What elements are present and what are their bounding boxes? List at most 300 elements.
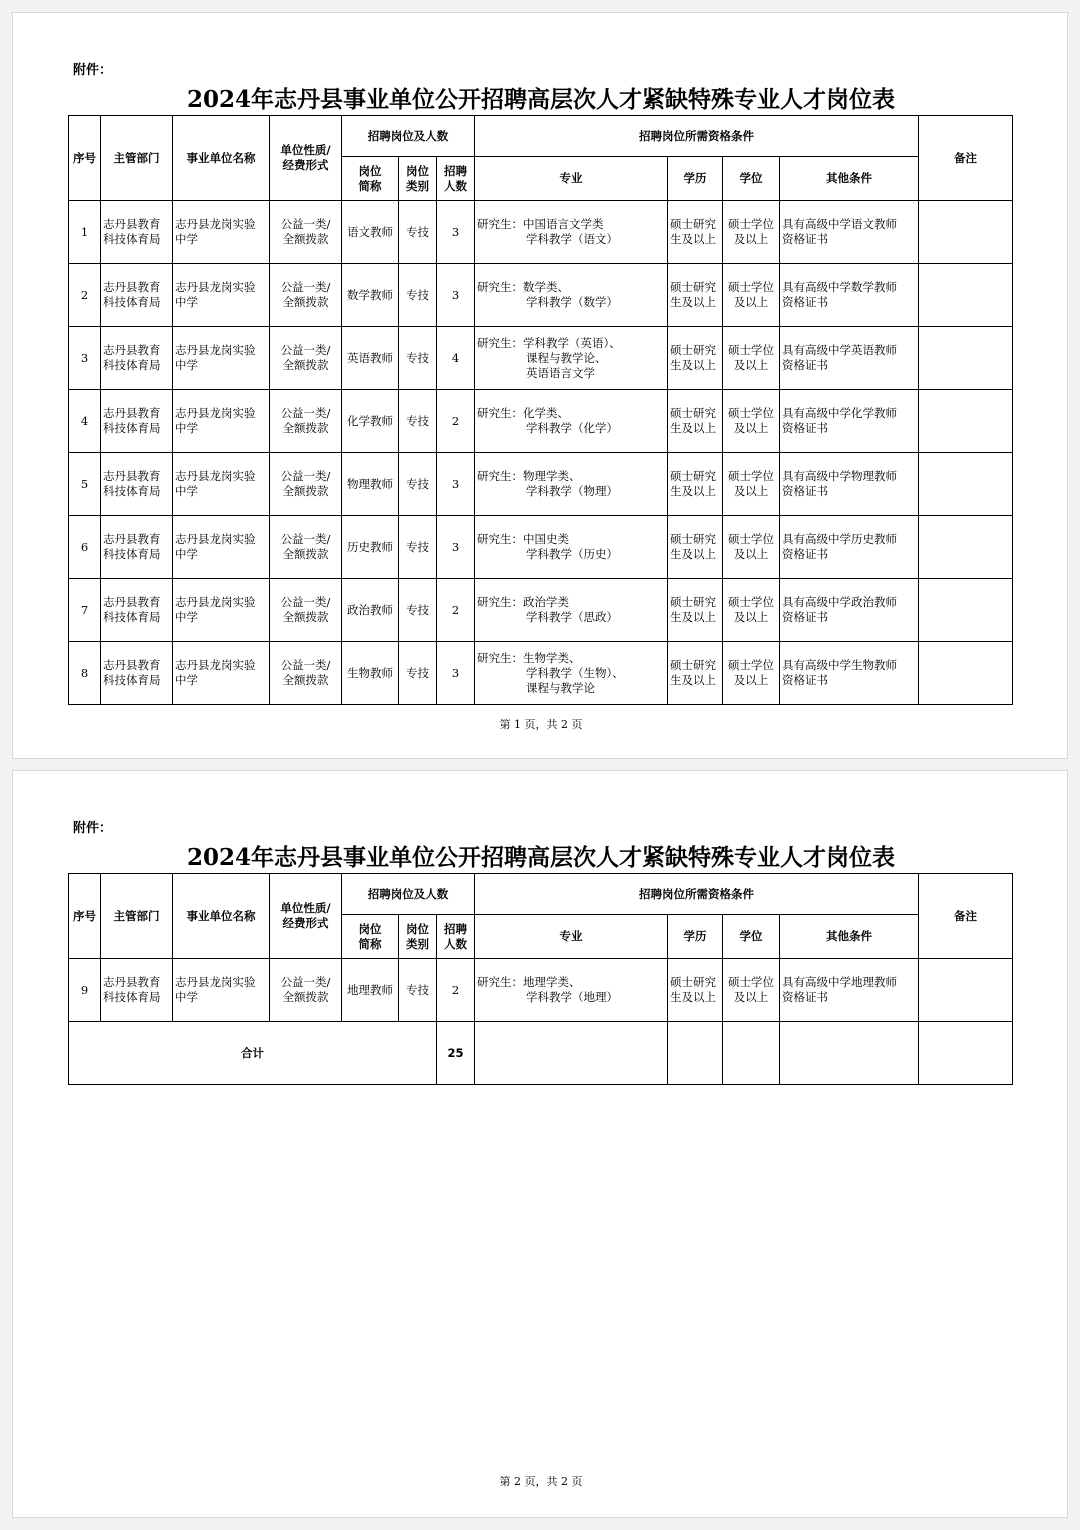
col-group-positions: 招聘岗位及人数 xyxy=(342,874,475,915)
cell-nature-line1: 公益一类/ xyxy=(280,217,331,231)
cell-other-line1: 具有高级中学英语教师 xyxy=(782,343,897,357)
cell-unit-line2: 中学 xyxy=(175,673,198,687)
cell-seq: 1 xyxy=(69,201,101,264)
cell-other-line1: 具有高级中学化学教师 xyxy=(782,406,897,420)
col-header-dept: 主管部门 xyxy=(101,874,173,959)
cell-major-line1: 研究生：中国史类 xyxy=(477,532,569,546)
cell-other xyxy=(780,453,919,516)
cell-major-line1: 研究生：地理学类、 xyxy=(477,975,581,989)
cell-education-line1: 硕士研究 xyxy=(670,217,716,231)
cell-seq: 9 xyxy=(69,959,101,1022)
cell-unit-line1: 志丹县龙岗实验 xyxy=(175,217,256,231)
cell-major xyxy=(475,264,668,327)
cell-unit-line2: 中学 xyxy=(175,358,198,372)
cell-degree xyxy=(723,264,780,327)
cell-other xyxy=(780,327,919,390)
cell-degree-line1: 硕士学位 xyxy=(728,343,774,357)
col-header-count xyxy=(437,915,475,959)
cell-other-line1: 具有高级中学物理教师 xyxy=(782,469,897,483)
cell-dept xyxy=(101,390,173,453)
cell-pos-type: 专技 xyxy=(399,642,437,705)
cell-education-line2: 生及以上 xyxy=(670,673,716,687)
col-group-qualifications: 招聘岗位所需资格条件 xyxy=(475,874,919,915)
cell-major-line2: 学科教学（历史） xyxy=(526,547,618,561)
col-header-pos-type-line2: 类别 xyxy=(406,178,429,193)
cell-nature-line2: 全额拨款 xyxy=(282,547,329,561)
total-value: 25 xyxy=(437,1022,475,1085)
page-footer: 第 1 页，共 2 页 xyxy=(499,718,583,731)
cell-unit xyxy=(173,453,270,516)
cell-major-line2: 学科教学（地理） xyxy=(526,990,618,1004)
col-header-remark: 备注 xyxy=(919,116,1013,201)
cell-major-line2: 课程与教学论、 xyxy=(526,350,607,365)
col-header-pos-type xyxy=(399,915,437,959)
cell-other xyxy=(780,264,919,327)
cell-pos-type: 专技 xyxy=(399,264,437,327)
cell-dept-line1: 志丹县教育 xyxy=(103,532,161,546)
col-header-pos-name xyxy=(342,157,399,201)
cell-nature-line1: 公益一类/ xyxy=(280,532,331,546)
cell-other-line2: 资格证书 xyxy=(782,610,828,624)
cell-major-line2: 学科教学（生物）、 xyxy=(526,665,624,680)
cell-unit-line2: 中学 xyxy=(175,295,198,309)
cell-pos-name: 数学教师 xyxy=(342,264,399,327)
cell-count: 3 xyxy=(437,516,475,579)
table-row xyxy=(69,959,1013,1022)
cell-degree xyxy=(723,516,780,579)
cell-dept-line2: 科技体育局 xyxy=(103,990,161,1004)
col-header-other: 其他条件 xyxy=(780,157,919,201)
cell-count: 3 xyxy=(437,642,475,705)
table-row xyxy=(69,201,1013,264)
cell-nature-line1: 公益一类/ xyxy=(280,469,331,483)
total-empty-other xyxy=(780,1022,919,1085)
cell-education xyxy=(668,453,723,516)
cell-dept xyxy=(101,516,173,579)
cell-degree-line2: 及以上 xyxy=(733,547,769,561)
cell-dept xyxy=(101,642,173,705)
cell-nature xyxy=(270,453,342,516)
cell-unit-line1: 志丹县龙岗实验 xyxy=(175,469,256,483)
cell-other-line2: 资格证书 xyxy=(782,990,828,1004)
cell-degree-line1: 硕士学位 xyxy=(728,469,774,483)
cell-degree xyxy=(723,390,780,453)
cell-nature-line2: 全额拨款 xyxy=(282,990,329,1004)
header-row-1 xyxy=(69,116,1013,157)
cell-degree xyxy=(723,453,780,516)
cell-remark xyxy=(919,959,1013,1022)
cell-seq: 7 xyxy=(69,579,101,642)
cell-pos-type: 专技 xyxy=(399,579,437,642)
cell-education-line1: 硕士研究 xyxy=(670,658,716,672)
col-header-pos-type xyxy=(399,157,437,201)
col-header-seq: 序号 xyxy=(69,116,101,201)
cell-seq: 8 xyxy=(69,642,101,705)
cell-degree-line2: 及以上 xyxy=(733,295,769,309)
col-header-nature-line2: 经费形式 xyxy=(282,158,329,172)
cell-dept-line1: 志丹县教育 xyxy=(103,658,161,672)
cell-major-line1: 研究生：化学类、 xyxy=(477,406,569,420)
cell-nature xyxy=(270,264,342,327)
cell-major-line1: 研究生：中国语言文学类 xyxy=(477,217,604,231)
cell-nature-line1: 公益一类/ xyxy=(280,975,331,989)
cell-count: 4 xyxy=(437,327,475,390)
cell-degree xyxy=(723,327,780,390)
cell-other-line1: 具有高级中学历史教师 xyxy=(782,532,897,546)
cell-major xyxy=(475,327,668,390)
cell-unit xyxy=(173,264,270,327)
cell-education-line1: 硕士研究 xyxy=(670,280,716,294)
col-header-nature xyxy=(270,874,342,959)
total-label: 合计 xyxy=(69,1022,437,1085)
cell-count: 2 xyxy=(437,390,475,453)
cell-other-line2: 资格证书 xyxy=(782,484,828,498)
cell-other xyxy=(780,642,919,705)
cell-dept xyxy=(101,959,173,1022)
cell-pos-name: 化学教师 xyxy=(342,390,399,453)
document-page-1 xyxy=(12,12,1068,759)
cell-nature xyxy=(270,201,342,264)
cell-unit-line1: 志丹县龙岗实验 xyxy=(175,280,256,294)
cell-unit-line2: 中学 xyxy=(175,232,198,246)
col-group-positions: 招聘岗位及人数 xyxy=(342,116,475,157)
cell-degree-line2: 及以上 xyxy=(733,358,769,372)
cell-nature xyxy=(270,642,342,705)
cell-major-line2: 学科教学（语文） xyxy=(526,232,618,246)
total-empty-major xyxy=(475,1022,668,1085)
cell-education xyxy=(668,201,723,264)
col-header-count-line1: 招聘 xyxy=(444,163,467,178)
cell-education-line1: 硕士研究 xyxy=(670,532,716,546)
cell-unit-line1: 志丹县龙岗实验 xyxy=(175,658,256,672)
cell-count: 3 xyxy=(437,453,475,516)
cell-pos-name: 语文教师 xyxy=(342,201,399,264)
col-group-qualifications: 招聘岗位所需资格条件 xyxy=(475,116,919,157)
cell-nature-line1: 公益一类/ xyxy=(280,595,331,609)
cell-education xyxy=(668,516,723,579)
cell-education-line2: 生及以上 xyxy=(670,295,716,309)
cell-degree-line1: 硕士学位 xyxy=(728,595,774,609)
col-header-remark: 备注 xyxy=(919,874,1013,959)
cell-education-line2: 生及以上 xyxy=(670,990,716,1004)
cell-education xyxy=(668,264,723,327)
cell-degree-line1: 硕士学位 xyxy=(728,406,774,420)
cell-unit-line2: 中学 xyxy=(175,484,198,498)
col-header-other: 其他条件 xyxy=(780,915,919,959)
cell-nature-line1: 公益一类/ xyxy=(280,343,331,357)
cell-remark xyxy=(919,642,1013,705)
attachment-label: 附件： xyxy=(73,821,113,836)
col-header-count-line2: 人数 xyxy=(444,936,467,951)
cell-nature-line2: 全额拨款 xyxy=(282,421,329,435)
cell-degree-line1: 硕士学位 xyxy=(728,975,774,989)
cell-dept-line1: 志丹县教育 xyxy=(103,595,161,609)
cell-major-line2: 学科教学（化学） xyxy=(526,421,618,435)
cell-education-line1: 硕士研究 xyxy=(670,469,716,483)
cell-unit-line2: 中学 xyxy=(175,547,198,561)
cell-other-line1: 具有高级中学语文教师 xyxy=(782,217,897,231)
cell-nature-line1: 公益一类/ xyxy=(280,658,331,672)
cell-dept xyxy=(101,201,173,264)
col-header-dept: 主管部门 xyxy=(101,116,173,201)
cell-education xyxy=(668,390,723,453)
cell-other-line2: 资格证书 xyxy=(782,421,828,435)
cell-pos-type: 专技 xyxy=(399,516,437,579)
col-header-unit: 事业单位名称 xyxy=(173,116,270,201)
cell-remark xyxy=(919,579,1013,642)
cell-seq: 2 xyxy=(69,264,101,327)
cell-other xyxy=(780,201,919,264)
cell-dept-line1: 志丹县教育 xyxy=(103,280,161,294)
cell-dept-line2: 科技体育局 xyxy=(103,484,161,498)
document-page-2 xyxy=(12,770,1068,1518)
col-header-pos-name-line1: 岗位 xyxy=(358,921,382,936)
col-header-pos-type-line1: 岗位 xyxy=(406,163,429,178)
cell-other xyxy=(780,516,919,579)
cell-seq: 6 xyxy=(69,516,101,579)
cell-degree-line2: 及以上 xyxy=(733,232,769,246)
cell-other xyxy=(780,959,919,1022)
cell-unit xyxy=(173,579,270,642)
cell-education-line2: 生及以上 xyxy=(670,232,716,246)
cell-unit-line1: 志丹县龙岗实验 xyxy=(175,343,256,357)
cell-remark xyxy=(919,453,1013,516)
cell-major-line2: 学科教学（物理） xyxy=(526,484,618,498)
cell-nature-line2: 全额拨款 xyxy=(282,295,329,309)
cell-nature-line2: 全额拨款 xyxy=(282,673,329,687)
cell-unit xyxy=(173,959,270,1022)
col-header-pos-type-line1: 岗位 xyxy=(406,921,429,936)
cell-nature-line2: 全额拨款 xyxy=(282,484,329,498)
cell-remark xyxy=(919,264,1013,327)
cell-unit-line1: 志丹县龙岗实验 xyxy=(175,975,256,989)
cell-dept-line2: 科技体育局 xyxy=(103,610,161,624)
col-header-nature-line1: 单位性质/ xyxy=(280,901,331,915)
col-header-count-line2: 人数 xyxy=(444,178,467,193)
cell-dept-line2: 科技体育局 xyxy=(103,421,161,435)
cell-nature-line1: 公益一类/ xyxy=(280,280,331,294)
cell-unit-line2: 中学 xyxy=(175,990,198,1004)
cell-count: 2 xyxy=(437,579,475,642)
cell-nature-line2: 全额拨款 xyxy=(282,232,329,246)
cell-unit xyxy=(173,327,270,390)
cell-other xyxy=(780,579,919,642)
cell-remark xyxy=(919,390,1013,453)
cell-other-line2: 资格证书 xyxy=(782,295,828,309)
cell-other-line1: 具有高级中学数学教师 xyxy=(782,280,897,294)
cell-degree-line2: 及以上 xyxy=(733,990,769,1004)
col-header-seq: 序号 xyxy=(69,874,101,959)
cell-major-line3: 课程与教学论 xyxy=(526,680,595,695)
cell-education xyxy=(668,579,723,642)
cell-education-line2: 生及以上 xyxy=(670,610,716,624)
cell-dept-line1: 志丹县教育 xyxy=(103,469,161,483)
positions-table xyxy=(68,873,1013,1085)
attachment-label: 附件： xyxy=(73,63,113,78)
cell-degree xyxy=(723,579,780,642)
cell-pos-name: 历史教师 xyxy=(342,516,399,579)
cell-seq: 5 xyxy=(69,453,101,516)
cell-dept-line2: 科技体育局 xyxy=(103,547,161,561)
col-header-degree: 学位 xyxy=(723,915,780,959)
cell-other-line2: 资格证书 xyxy=(782,232,828,246)
document-title: 2024年志丹县事业单位公开招聘高层次人才紧缺特殊专业人才岗位表 xyxy=(186,86,895,113)
cell-major xyxy=(475,959,668,1022)
cell-pos-name: 地理教师 xyxy=(342,959,399,1022)
cell-degree-line2: 及以上 xyxy=(733,421,769,435)
cell-major xyxy=(475,516,668,579)
positions-table xyxy=(68,115,1013,705)
table-row xyxy=(69,579,1013,642)
cell-major-line2: 学科教学（思政） xyxy=(526,610,618,624)
cell-pos-type: 专技 xyxy=(399,201,437,264)
cell-other-line2: 资格证书 xyxy=(782,547,828,561)
cell-remark xyxy=(919,516,1013,579)
col-header-pos-name xyxy=(342,915,399,959)
col-header-pos-name-line2: 简称 xyxy=(358,178,382,193)
cell-pos-type: 专技 xyxy=(399,390,437,453)
cell-education xyxy=(668,327,723,390)
cell-degree xyxy=(723,201,780,264)
cell-major-line1: 研究生：政治学类 xyxy=(477,595,569,609)
cell-education-line2: 生及以上 xyxy=(670,547,716,561)
cell-unit-line1: 志丹县龙岗实验 xyxy=(175,595,256,609)
col-header-pos-name-line1: 岗位 xyxy=(358,163,382,178)
cell-degree-line1: 硕士学位 xyxy=(728,658,774,672)
total-empty-degree xyxy=(723,1022,780,1085)
cell-nature xyxy=(270,959,342,1022)
total-row xyxy=(69,1022,1013,1085)
cell-major xyxy=(475,642,668,705)
cell-pos-type: 专技 xyxy=(399,327,437,390)
cell-dept-line2: 科技体育局 xyxy=(103,358,161,372)
col-header-nature-line2: 经费形式 xyxy=(282,916,329,930)
cell-nature-line2: 全额拨款 xyxy=(282,358,329,372)
cell-nature xyxy=(270,516,342,579)
cell-other-line1: 具有高级中学生物教师 xyxy=(782,658,897,672)
cell-unit-line1: 志丹县龙岗实验 xyxy=(175,532,256,546)
cell-degree-line2: 及以上 xyxy=(733,484,769,498)
cell-major xyxy=(475,453,668,516)
cell-education-line2: 生及以上 xyxy=(670,484,716,498)
cell-nature-line2: 全额拨款 xyxy=(282,610,329,624)
cell-education-line2: 生及以上 xyxy=(670,421,716,435)
cell-degree-line2: 及以上 xyxy=(733,610,769,624)
cell-dept-line2: 科技体育局 xyxy=(103,673,161,687)
table-row xyxy=(69,327,1013,390)
cell-nature xyxy=(270,390,342,453)
cell-pos-name: 物理教师 xyxy=(342,453,399,516)
cell-unit-line2: 中学 xyxy=(175,421,198,435)
cell-education-line1: 硕士研究 xyxy=(670,595,716,609)
cell-education-line1: 硕士研究 xyxy=(670,406,716,420)
cell-major xyxy=(475,579,668,642)
cell-pos-type: 专技 xyxy=(399,453,437,516)
page-footer: 第 2 页，共 2 页 xyxy=(499,1475,583,1488)
cell-dept-line2: 科技体育局 xyxy=(103,295,161,309)
cell-nature xyxy=(270,579,342,642)
cell-dept-line2: 科技体育局 xyxy=(103,232,161,246)
cell-unit-line1: 志丹县龙岗实验 xyxy=(175,406,256,420)
total-empty-remark xyxy=(919,1022,1013,1085)
cell-major-line2: 学科教学（数学） xyxy=(526,295,618,309)
cell-dept-line1: 志丹县教育 xyxy=(103,217,161,231)
cell-other-line1: 具有高级中学政治教师 xyxy=(782,595,897,609)
cell-dept-line1: 志丹县教育 xyxy=(103,406,161,420)
cell-unit xyxy=(173,201,270,264)
cell-seq: 4 xyxy=(69,390,101,453)
total-empty-education xyxy=(668,1022,723,1085)
cell-degree-line2: 及以上 xyxy=(733,673,769,687)
cell-degree-line1: 硕士学位 xyxy=(728,280,774,294)
cell-count: 2 xyxy=(437,959,475,1022)
cell-major-line3: 英语语言文学 xyxy=(526,365,595,380)
cell-degree xyxy=(723,642,780,705)
cell-dept xyxy=(101,579,173,642)
col-header-count xyxy=(437,157,475,201)
cell-unit xyxy=(173,516,270,579)
col-header-unit: 事业单位名称 xyxy=(173,874,270,959)
cell-unit xyxy=(173,642,270,705)
cell-pos-name: 政治教师 xyxy=(342,579,399,642)
cell-remark xyxy=(919,327,1013,390)
cell-degree xyxy=(723,959,780,1022)
cell-major xyxy=(475,201,668,264)
col-header-pos-name-line2: 简称 xyxy=(358,936,382,951)
cell-education-line2: 生及以上 xyxy=(670,358,716,372)
cell-other-line2: 资格证书 xyxy=(782,358,828,372)
col-header-pos-type-line2: 类别 xyxy=(406,936,429,951)
col-header-nature xyxy=(270,116,342,201)
table-row xyxy=(69,642,1013,705)
cell-other-line1: 具有高级中学地理教师 xyxy=(782,975,897,989)
cell-dept xyxy=(101,327,173,390)
cell-degree-line1: 硕士学位 xyxy=(728,217,774,231)
cell-dept-line1: 志丹县教育 xyxy=(103,975,161,989)
cell-pos-type: 专技 xyxy=(399,959,437,1022)
cell-education-line1: 硕士研究 xyxy=(670,975,716,989)
col-header-major: 专业 xyxy=(475,915,668,959)
cell-pos-name: 英语教师 xyxy=(342,327,399,390)
cell-dept xyxy=(101,453,173,516)
document-title: 2024年志丹县事业单位公开招聘高层次人才紧缺特殊专业人才岗位表 xyxy=(186,844,895,871)
col-header-major: 专业 xyxy=(475,157,668,201)
cell-major-line1: 研究生：数学类、 xyxy=(477,280,569,294)
cell-nature xyxy=(270,327,342,390)
cell-major xyxy=(475,390,668,453)
cell-unit-line2: 中学 xyxy=(175,610,198,624)
table-row xyxy=(69,390,1013,453)
cell-major-line1: 研究生：生物学类、 xyxy=(477,650,581,665)
col-header-education: 学历 xyxy=(668,915,723,959)
cell-remark xyxy=(919,201,1013,264)
cell-count: 3 xyxy=(437,201,475,264)
cell-count: 3 xyxy=(437,264,475,327)
cell-education xyxy=(668,642,723,705)
table-row xyxy=(69,516,1013,579)
cell-major-line1: 研究生：物理学类、 xyxy=(477,469,581,483)
cell-seq: 3 xyxy=(69,327,101,390)
col-header-nature-line1: 单位性质/ xyxy=(280,143,331,157)
cell-education xyxy=(668,959,723,1022)
cell-pos-name: 生物教师 xyxy=(342,642,399,705)
table-row xyxy=(69,453,1013,516)
table-row xyxy=(69,264,1013,327)
cell-dept-line1: 志丹县教育 xyxy=(103,343,161,357)
cell-major-line1: 研究生：学科教学（英语）、 xyxy=(477,335,621,350)
col-header-degree: 学位 xyxy=(723,157,780,201)
header-row-1 xyxy=(69,874,1013,915)
